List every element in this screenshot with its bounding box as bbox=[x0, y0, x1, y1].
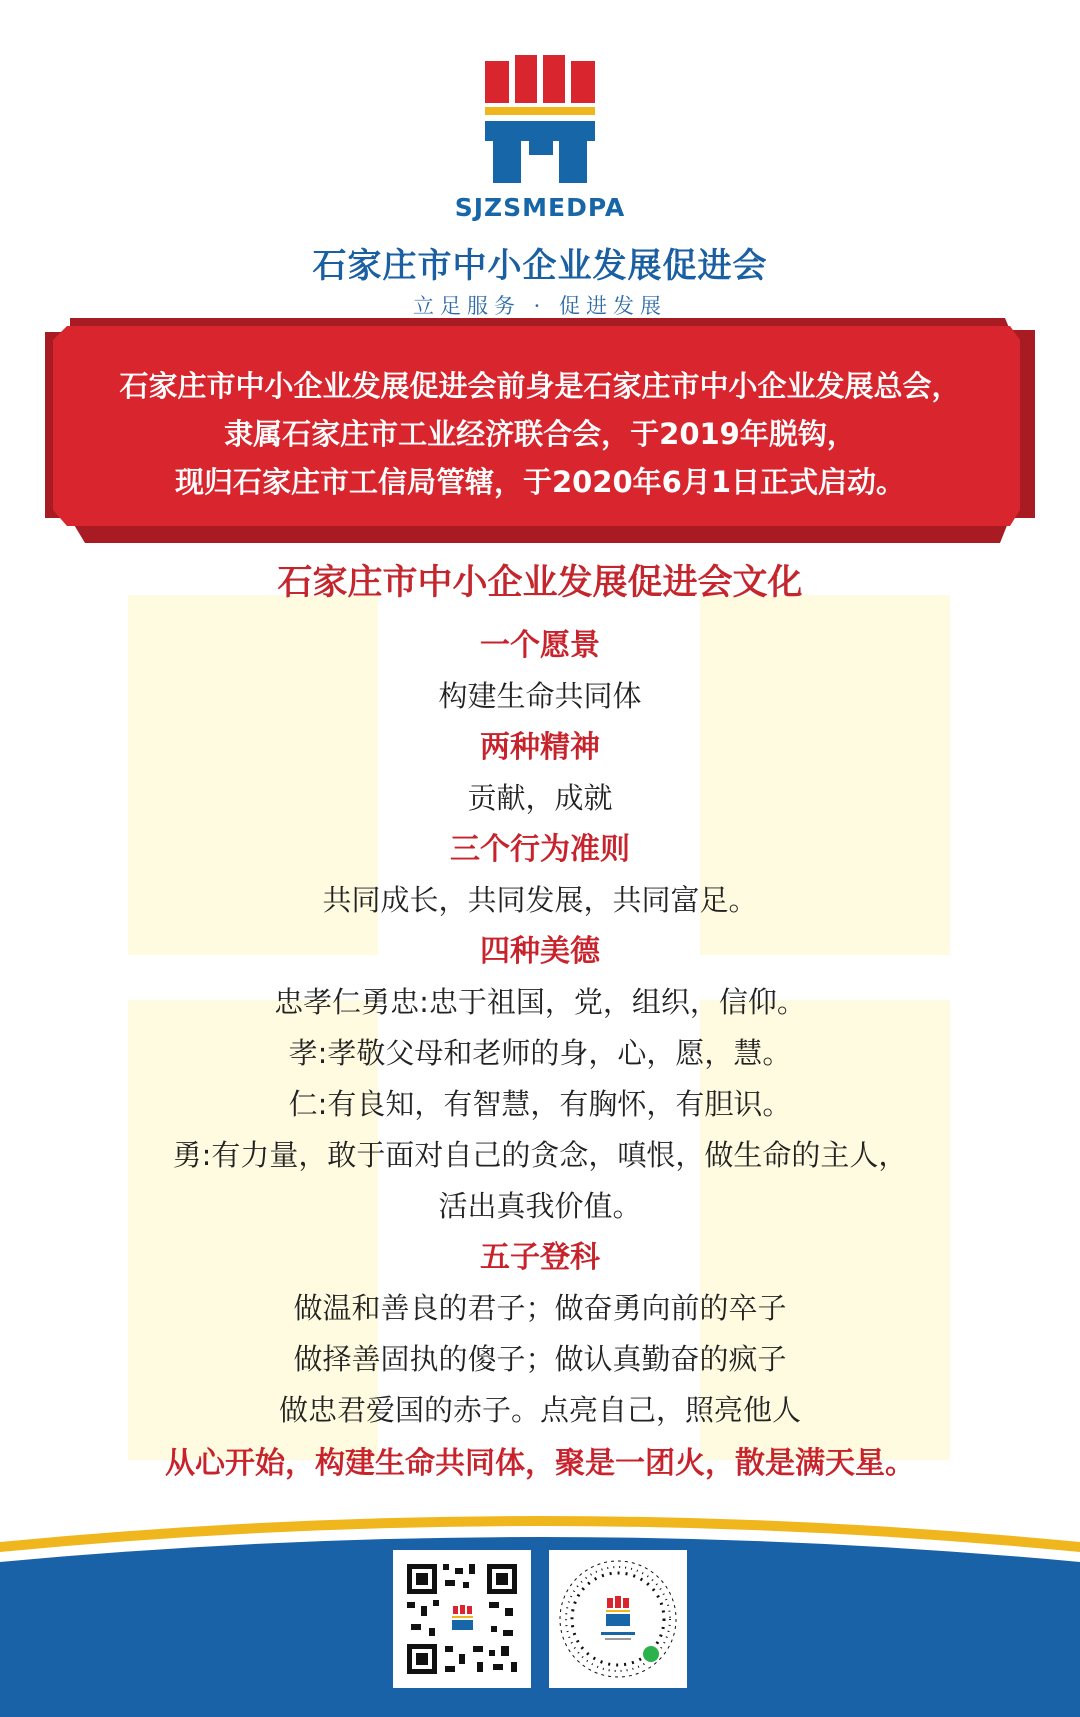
banner-line: 石家庄市中小企业发展促进会前身是石家庄市中小企业发展总会， bbox=[119, 369, 961, 403]
association-logo bbox=[485, 55, 597, 190]
section-line: 共同成长，共同发展，共同富足。 bbox=[322, 883, 758, 917]
section-line: 做温和善良的君子；做奋勇向前的卒子 bbox=[293, 1291, 787, 1325]
slogan: 立足服务 · 促进发展 bbox=[412, 294, 668, 318]
footer-wave bbox=[0, 1500, 1080, 1717]
culture-title: 石家庄市中小企业发展促进会文化 bbox=[277, 563, 803, 603]
section-line: 构建生命共同体 bbox=[438, 679, 642, 713]
banner-line: 隶属石家庄市工业经济联合会，于2019年脱钩， bbox=[224, 417, 856, 451]
section-line: 做择善固执的傻子；做认真勤奋的疯子 bbox=[293, 1342, 787, 1376]
mini-program-code[interactable] bbox=[549, 1550, 687, 1688]
organization-name: 石家庄市中小企业发展促进会 bbox=[312, 246, 768, 286]
section-line: 勇:有力量，敢于面对自己的贪念，嗔恨，做生命的主人， bbox=[172, 1138, 908, 1172]
section-line: 仁:有良知，有智慧，有胸怀，有胆识。 bbox=[288, 1087, 792, 1121]
wechat-qr-code[interactable] bbox=[393, 1550, 531, 1688]
culture-content bbox=[0, 620, 1080, 1492]
section-heading-five-sons: 五子登科 bbox=[480, 1240, 600, 1275]
banner-line: 现归石家庄市工信局管辖，于2020年6月1日正式启动。 bbox=[174, 465, 906, 499]
section-line: 忠孝仁勇忠:忠于祖国，党，组织，信仰。 bbox=[274, 985, 806, 1019]
section-line: 做忠君爱国的赤子。点亮自己，照亮他人 bbox=[278, 1393, 801, 1427]
qr-code-icon bbox=[393, 1550, 531, 1688]
intro-banner-text bbox=[60, 362, 1020, 506]
section-line: 贡献，成就 bbox=[467, 781, 613, 815]
section-heading-vision: 一个愿景 bbox=[480, 628, 600, 663]
closing-statement: 从心开始，构建生命共同体，聚是一团火，散是满天星。 bbox=[165, 1446, 915, 1481]
section-line: 孝:孝敬父母和老师的身，心，愿，慧。 bbox=[288, 1036, 792, 1070]
section-line: 活出真我价值。 bbox=[438, 1189, 642, 1223]
section-heading-virtues: 四种美德 bbox=[480, 934, 600, 969]
section-heading-spirit: 两种精神 bbox=[480, 730, 600, 765]
mini-program-code-icon bbox=[549, 1550, 687, 1688]
section-heading-principles: 三个行为准则 bbox=[450, 832, 630, 867]
logo-text: SJZSMEDPA bbox=[454, 193, 626, 222]
